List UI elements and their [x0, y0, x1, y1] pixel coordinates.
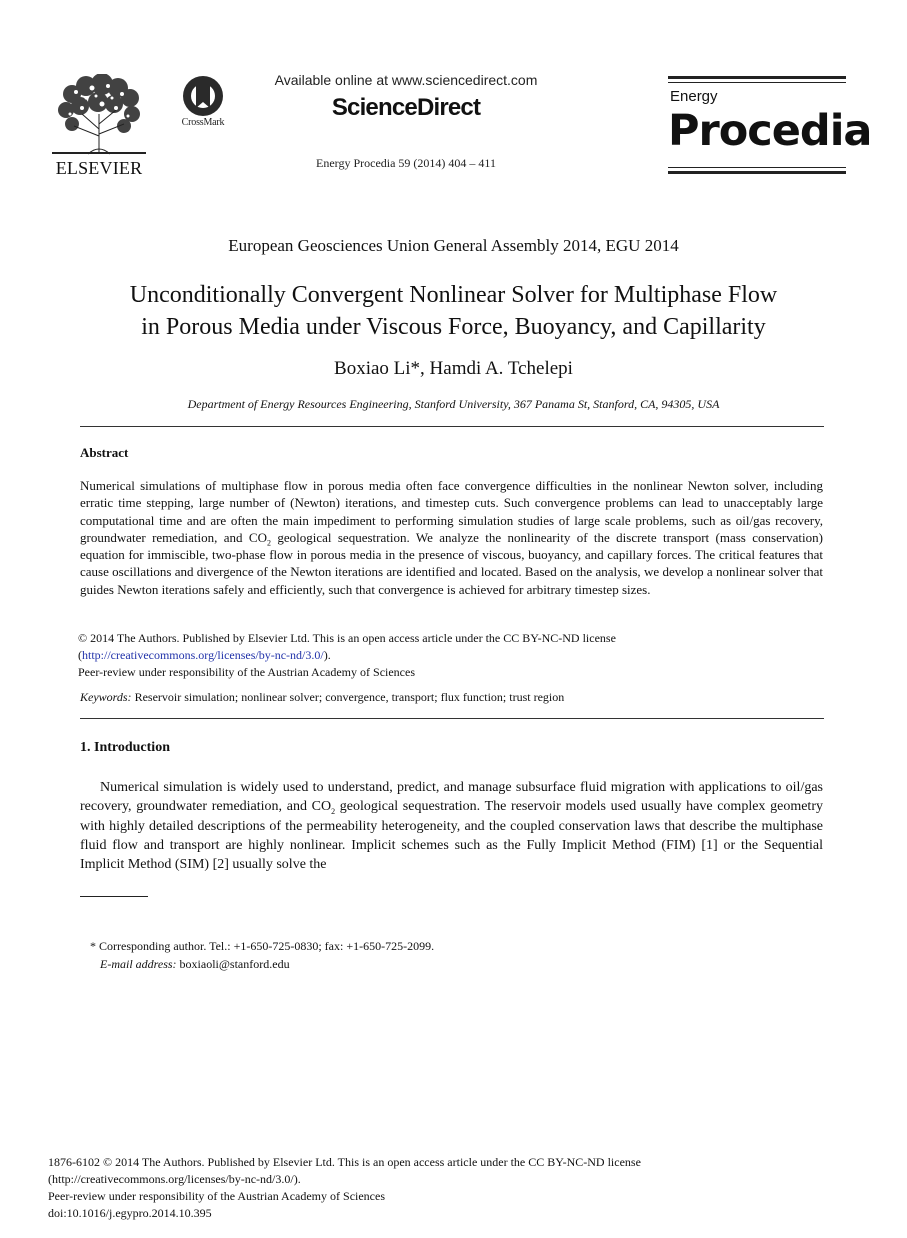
author-list: Boxiao Li*, Hamdi A. Tchelepi: [334, 358, 573, 379]
section-heading-introduction: 1. Introduction: [80, 740, 170, 755]
logo-rule: [668, 76, 846, 79]
abstract-body: [80, 477, 823, 598]
keywords-label: Keywords:: [80, 690, 132, 704]
co2-subscript: 2: [331, 807, 336, 817]
license-link-line: (http://creativecommons.org/licenses/by-nc-nd/3.0/).: [78, 648, 331, 662]
logo-rule: [668, 167, 846, 168]
conference-name: European Geosciences Union General Assembly 2014, EGU 2014: [228, 236, 679, 255]
footnote: [90, 937, 434, 973]
keywords-line: [80, 689, 825, 706]
introduction-body: [80, 778, 823, 874]
doi-line[interactable]: doi:10.1016/j.egypro.2014.10.395: [48, 1206, 212, 1220]
keywords-list: Reservoir simulation; nonlinear solver; convergence, transport; flux function; trust region: [134, 690, 565, 704]
license-block: [78, 630, 823, 681]
available-online-text[interactable]: Available online at www.sciencedirect.com: [274, 72, 538, 88]
affiliation: Department of Energy Resources Engineering, Stanford University, 367 Panama St, Stanford, CA, 94305, USA: [187, 397, 720, 411]
sciencedirect-logo[interactable]: ScienceDirect: [331, 94, 481, 121]
peer-review-line: Peer-review under responsibility of the Austrian Academy of Sciences: [78, 665, 415, 679]
elsevier-wordmark: ELSEVIER: [55, 158, 143, 178]
corresponding-author-line: * Corresponding author. Tel.: +1-650-725-0830; fax: +1-650-725-2099.: [90, 939, 435, 953]
license-link[interactable]: http://creativecommons.org/licenses/by-nc-nd/3.0/: [82, 648, 324, 662]
divider: [80, 426, 824, 427]
divider: [80, 718, 824, 719]
copyright-line: © 2014 The Authors. Published by Elsevier Ltd. This is an open access article under the CC BY-NC-ND license: [78, 631, 616, 645]
title-line-1: Unconditionally Convergent Nonlinear Solver for Multiphase Flow: [129, 282, 778, 308]
intro-text-part-2: geological sequestration. The reservoir models used usually have complex geometry with highly detailed descriptions of the permeability heterogeneity, and the coupled conservation laws that describe the multiphase fluid flow and transport are highly nonlinear. Implicit schemes such as the Fully Implicit Method (FIM) [1] or the Sequential Implicit Method (SIM) [2] usually solve the: [80, 799, 823, 873]
abstract-text-part-2: geological sequestration. We analyze the nonlinearity of the discrete transport (mass conservation) equation for immiscible, two-phase flow in porous media in the presence of viscous, buoyancy, and capillary forces. The critical features that cause oscillations and divergence of the Newton iterations are identified and located. Based on the analysis, we develop a nonlinear solver that guides Newton iterations safely and efficiently, such that convergence is achieved for arbitrary timestep sizes.: [80, 529, 823, 597]
journal-reference: Energy Procedia 59 (2014) 404 – 411: [316, 156, 496, 170]
email-address[interactable]: boxiaoli@stanford.edu: [179, 957, 290, 971]
intro-text-part-1: Numerical simulation is widely used to understand, predict, and manage subsurface fluid migration with applications to oil/gas recovery, groundwater remediation, and CO: [80, 780, 823, 815]
crossmark-label: CrossMark: [181, 117, 225, 128]
logo-rule: [668, 82, 846, 83]
abstract-heading: Abstract: [80, 445, 129, 460]
title-line-2: in Porous Media under Viscous Force, Buoyancy, and Capillarity: [141, 314, 766, 340]
bottom-license-link[interactable]: http://creativecommons.org/licenses/by-nc-nd/3.0/: [52, 1172, 294, 1186]
energy-procedia-logo: [668, 76, 872, 176]
elsevier-logo: [52, 74, 146, 178]
logo-rule: [668, 171, 846, 174]
paper-title: [60, 279, 847, 343]
bottom-license-link-line: (http://creativecommons.org/licenses/by-nc-nd/3.0/).: [48, 1172, 301, 1186]
abstract-text-part-1: Numerical simulations of multiphase flow in porous media often face convergence difficulties in the nonlinear Newton solver, including erratic time stepping, large number of (Newton) iterations, and timestep cuts. Such convergence problems can lead to unacceptably large computational time and are often the main impediment to performing simulation studies of large scale problems, such as oil/gas recovery, groundwater remediation, and CO: [80, 478, 823, 545]
email-label: E-mail address:: [100, 957, 177, 971]
elsevier-tree-icon: [52, 74, 146, 158]
crossmark-icon: [174, 74, 232, 118]
logo-procedia-word: Procedia: [668, 106, 872, 156]
header-center: [256, 72, 556, 171]
crossmark-badge[interactable]: [174, 74, 232, 134]
issn-copyright-line: 1876-6102 © 2014 The Authors. Published by Elsevier Ltd. This is an open access article under the CC BY-NC-ND license: [48, 1155, 641, 1169]
logo-energy-word: Energy: [670, 88, 718, 105]
bottom-license-block: [48, 1154, 868, 1222]
bottom-peer-review-line: Peer-review under responsibility of the Austrian Academy of Sciences: [48, 1189, 385, 1203]
co2-subscript: 2: [266, 538, 271, 548]
footnote-rule: [80, 896, 148, 897]
email-line: [90, 955, 434, 973]
